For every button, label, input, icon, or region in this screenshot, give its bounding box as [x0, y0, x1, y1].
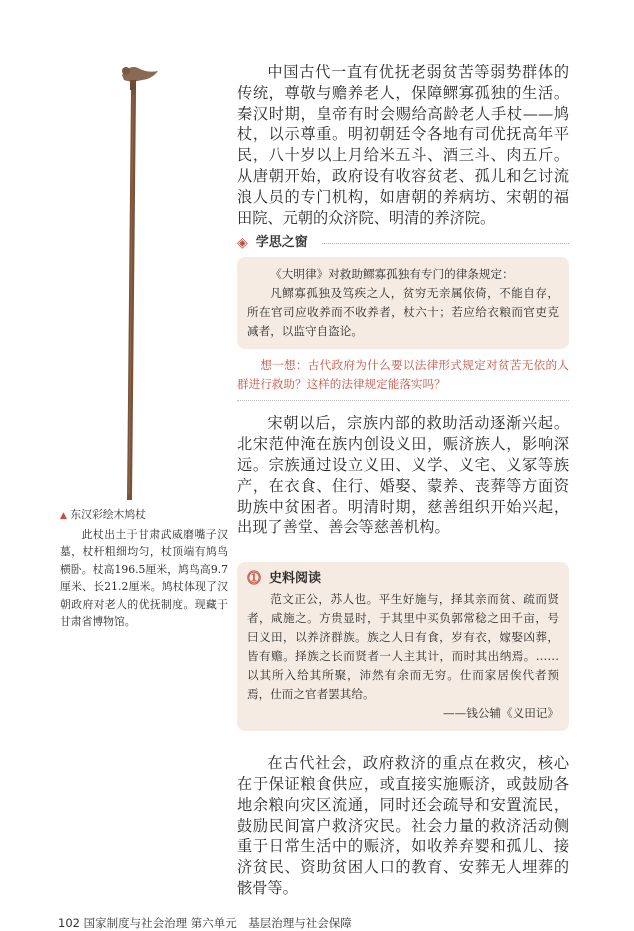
- page-footer: 102 国家制度与社会治理 第六单元 基层治理与社会保障: [58, 915, 352, 930]
- section-divider: [237, 400, 569, 401]
- xuesi-line1: 《大明律》对救助鳏寡孤独有专门的律条规定：: [270, 267, 514, 282]
- caption-text: 此杖出土于甘肃武威磨嘴子汉墓，杖杆粗细均匀，杖顶端有鸠鸟横卧。杖高196.5厘米，鸠鸟高9.7厘米、长21.2厘米。鸠杖体现了汉朝政府对老人的优抚制度。现藏于甘肃省博物馆。: [60, 527, 228, 628]
- diamond-icon: ◈: [237, 235, 248, 252]
- book-icon: ⓵: [247, 571, 261, 588]
- triangle-icon: ▲: [60, 511, 67, 521]
- shiliao-text: 范文正公，苏人也。平生好施与，择其亲而贫、疏而贤者，咸施之。方贵显时，于其里中买负郭常稔之田千亩，号曰义田，以养济群族。族之人日有食，岁有衣，嫁娶凶葬，皆有赡。择族之长而贤者一人主其计，而时其出纳焉。……以其所入给其所聚，沛然有余而无穷。仕而家居俟代者预焉，仕而之官者罢其给。: [247, 592, 559, 702]
- shiliao-title: 史料阅读: [269, 571, 322, 587]
- shiliao-source: ——钱公辅《义田记》: [443, 706, 559, 721]
- paragraph-clan-relief: 宋朝以后，宗族内部的救助活动逐渐兴起。北宋范仲淹在族内创设义田，赈济族人，影响深远。宗族通过设立义田、义学、义宅、义冢等族产，在衣食、住行、婚娶、蒙养、丧葬等方面资助族中贫困者。明清时期，慈善组织开始兴起，出现了善堂、善会等慈善机构。: [237, 414, 569, 537]
- caption-title: 东汉彩绘木鸠杖: [70, 508, 146, 521]
- xuesi-title: 学思之窗: [255, 235, 308, 251]
- page-flow: [0, 62, 634, 931]
- xuesi-header: [237, 234, 569, 252]
- paragraph-government-relief: 在古代社会，政府救济的重点在救灾，核心在于保证粮食供应，或直接实施赈济，或鼓励各地余粮向灾区流通，同时还会疏导和安置流民，鼓励民间富户救济灾民。社会力量的救济活动侧重于日常生活中的赈济，如收养弃婴和孤儿、接济贫民、资助贫困人口的教育、安葬无人埋葬的骸骨等。: [237, 754, 569, 897]
- shiliao-box: [237, 562, 569, 731]
- xuesi-box: [237, 257, 569, 349]
- xuesi-law-text: 凡鳏寡孤独及笃疾之人，贫穷无亲属依倚，不能自存，所在官司应收养而不收养者，杖六十；若应给衣粮而官吏克减者，以监守自盗论。: [247, 286, 559, 339]
- main-column: [237, 62, 569, 899]
- paragraph-relief-tradition: 中国古代一直有优抚老弱贫苦等弱势群体的传统，尊敬与赡养老人，保障鳏寡孤独的生活。秦汉时期，皇帝有时会赐给高龄老人手杖——鸠杖，以示尊重。明初朝廷令各地有司优抚高年平民，八十岁以上月给米五斗、酒三斗、肉五斤。从唐朝开始，政府设有收容贫老、孤儿和乞讨流浪人员的专门机构，如唐朝的养病坊、宋朝的福田院、元朝的众济院、明清的养济院。: [237, 63, 569, 227]
- xuesi-question: 想一想：古代政府为什么要以法律形式规定对贫苦无依的人群进行救助？这样的法律规定能落实吗？: [237, 358, 569, 392]
- header-divider: [322, 243, 569, 244]
